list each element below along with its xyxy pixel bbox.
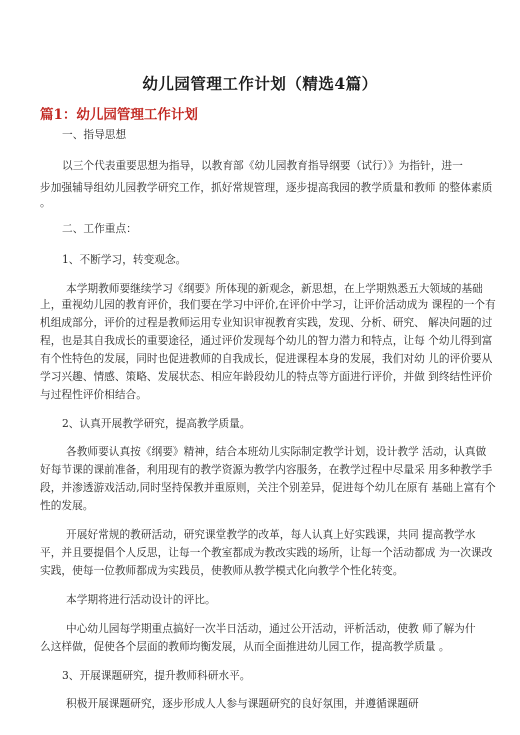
paragraph-line: 步加强辅导组幼儿园教学研究工作，抓好常规管理，逐步提高我园的教学质量和教师 的整体素质: [40, 181, 493, 194]
section-title: 篇1：幼儿园管理工作计划: [40, 107, 198, 123]
document-title: 幼儿园管理工作计划（精选4篇）: [142, 74, 378, 93]
paragraph-line: 本学期将进行活动设计的评比。: [66, 593, 216, 606]
paragraph-line: 机组成部分，评价的过程是教师运用专业知识审视教育实践，发现、分析、研究、 解决问题的过: [40, 316, 493, 329]
paragraph-line: 程，也是其自我成长的重要途径，通过评价发现每个幼儿的智力潜力和特点，让每 个幼儿得到富: [40, 334, 493, 347]
heading-work-focus: 二、工作重点：: [62, 222, 137, 235]
paragraph-line: 中心幼儿园每学期重点搞好一次半日活动，通过公开活动，评析活动，使教 师了解为什: [66, 622, 476, 635]
paragraph-line: 积极开展课题研究，逐步形成人人参与课题研究的良好氛围，并遵循课题研: [66, 697, 419, 710]
heading-guiding-thought: 一、指导思想: [62, 128, 127, 141]
paragraph-line: 实践，使每一位教师都成为实践员，使教师从教学模式化向教学个性化转变。: [40, 564, 404, 577]
paragraph-line: 好每节课的课前准备，利用现有的教学资源为教学内容服务，在教学过程中尽量采 用多种教学手: [40, 463, 493, 476]
subheading: 1、不断学习，转变观念。: [62, 253, 187, 266]
paragraph-line: 本学期教师要继续学习《纲要》所体现的新观念，新思想，在上学期熟悉五大领域的基础: [66, 282, 483, 295]
paragraph-line: 开展好常规的教研活动，研究课堂教学的改革，每人认真上好实践课，共同 提高教学水: [66, 528, 476, 541]
paragraph-line: 各教师要认真按《纲要》精神，结合本班幼儿实际制定教学计划，设计教学 活动，认真做: [66, 445, 487, 458]
paragraph-line: 么这样做，促使各个层面的教师均衡发展，从而全面推进幼儿园工作，提高教学质量 。: [40, 640, 450, 653]
paragraph-line: 上，重视幼儿园的教育评价，我们要在学习中评价,在评价中学习，让评价活动成为 课程的一个有: [40, 298, 496, 311]
paragraph-line: 与过程性评价相结合。: [40, 388, 147, 401]
paragraph-line: 。: [40, 196, 51, 209]
paragraph-line: 学习兴趣、情感、策略、发展状态、相应年龄段幼儿的特点等方面进行评价，并做 到终结性评价: [40, 370, 493, 383]
paragraph-line: 性的发展。: [40, 499, 94, 512]
paragraph-line: 平，并且要提倡个人反思，让每一个教室都成为教改实践的场所，让每一个活动都成 为一次课改: [40, 546, 493, 559]
paragraph-line: 段，并渗透游戏活动,同时坚持保教并重原则，关注个别差异，促进每个幼儿在原有 基础上富有个: [40, 481, 496, 494]
paragraph-line: 以三个代表重要思想为指导，以教育部《幼儿园教育指导纲要（试行）》为指针，进一: [62, 159, 463, 172]
subheading: 3、开展课题研究，提升教师科研水平。: [62, 669, 251, 682]
paragraph-line: 有个性特色的发展，同时也促进教师的自我成长，促进课程本身的发展，我们对幼 儿的评价要从: [40, 352, 493, 365]
subheading: 2、认真开展教学研究，提高教学质量。: [62, 417, 251, 430]
